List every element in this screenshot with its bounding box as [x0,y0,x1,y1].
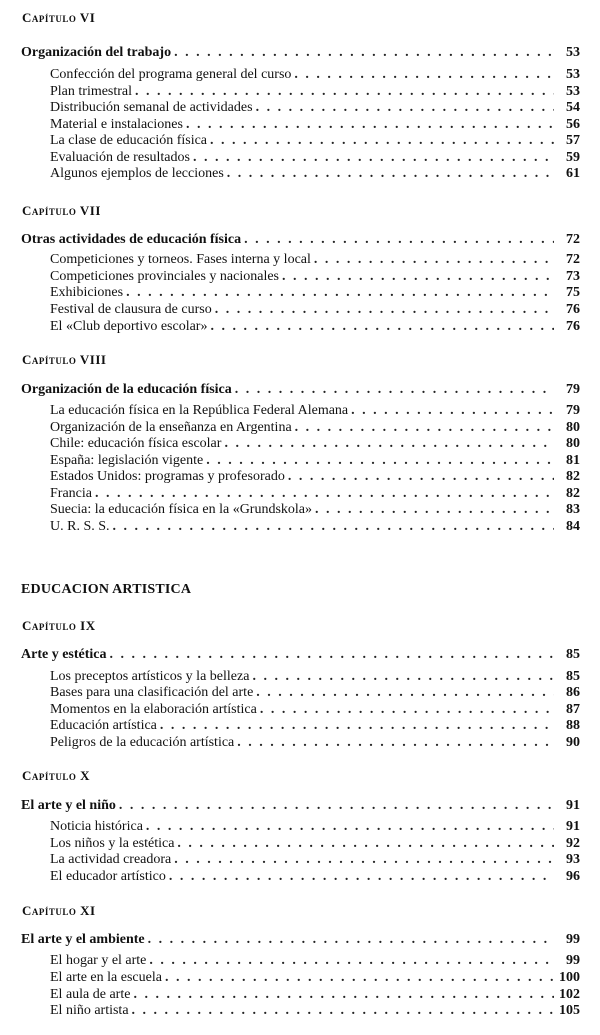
page-number: 61 [566,166,580,181]
entry-title: Competiciones provinciales y nacionales [50,269,279,284]
toc-entry-main [21,646,580,663]
dot-leader [169,868,554,885]
entry-title: Competiciones y torneos. Fases interna y local [50,252,311,267]
dot-leader [186,116,554,133]
dot-leader [110,646,554,663]
toc-entry [50,868,580,885]
toc-entry [50,468,580,485]
toc-entry [50,717,580,734]
dot-leader [177,835,554,852]
dot-leader [148,931,554,948]
entry-title: Organización de la educación física [21,382,232,397]
dot-leader [149,952,554,969]
page-number: 87 [566,702,580,717]
dot-leader [235,381,554,398]
chapter-heading-ix: Capítulo IX [22,618,96,633]
page-number: 75 [566,285,580,300]
chapter-heading-viii: Capítulo VIII [22,352,107,367]
dot-leader [294,66,554,83]
dot-leader [206,452,554,469]
toc-entry [50,485,580,502]
toc-entry [50,99,580,116]
toc-entry [50,149,580,166]
entry-title: Otras actividades de educación física [21,232,242,247]
dot-leader [314,251,554,268]
dot-leader [146,818,554,835]
page-number: 92 [566,836,580,851]
dot-leader [210,132,554,149]
dot-leader [135,83,554,100]
page-number: 56 [566,117,580,132]
entry-title: Educación artística [50,718,157,733]
dot-leader [256,99,554,116]
dot-leader [174,851,554,868]
toc-entry [50,318,580,335]
page-number: 88 [566,718,580,733]
dot-leader [282,268,554,285]
toc-entry [50,435,580,452]
toc-entry [50,66,580,83]
dot-leader [295,419,554,436]
toc-entry [50,268,580,285]
entry-title: Arte y estética [21,647,107,662]
dot-leader [193,149,554,166]
entry-title: Material e instalaciones [50,117,183,132]
dot-leader [260,701,554,718]
entry-title: Chile: educación física escolar [50,436,222,451]
entry-title: El niño artista [50,1003,129,1018]
page-number: 91 [566,798,580,813]
entry-title: El educador artístico [50,869,166,884]
entry-title: Peligros de la educación artística [50,735,235,750]
page-number: 82 [566,469,580,484]
toc-entry [50,701,580,718]
entry-title: Noticia histórica [50,819,143,834]
page-number: 83 [566,502,580,517]
page-number: 99 [566,953,580,968]
dot-leader [160,717,554,734]
entry-title: La clase de educación física [50,133,208,148]
chapter-heading-vi: Capítulo VI [22,10,96,25]
toc-entry-main [21,231,580,248]
toc-entry [50,851,580,868]
dot-leader [132,1002,554,1019]
entry-title: Organización del trabajo [21,45,172,60]
dot-leader [351,402,554,419]
toc-entry-main [21,931,580,948]
dot-leader [227,165,554,182]
toc-entry [50,835,580,852]
entry-title: La actividad creadora [50,852,172,867]
entry-title: Suecia: la educación física en la «Grundskola» [50,502,313,517]
entry-title: Bases para una clasificación del arte [50,685,254,700]
chapter-heading-vii: Capítulo VII [22,203,101,218]
dot-leader [244,231,554,248]
entry-title: Plan trimestral [50,84,133,99]
dot-leader [113,518,554,535]
toc-entry [50,969,580,986]
page-number: 102 [559,987,580,1002]
page-number: 82 [566,486,580,501]
entry-title: Algunos ejemplos de lecciones [50,166,224,181]
page-number: 85 [566,647,580,662]
page-number: 80 [566,420,580,435]
entry-title: Distribución semanal de actividades [50,100,253,115]
entry-title: Evaluación de resultados [50,150,190,165]
toc-entry [50,986,580,1003]
page-number: 100 [559,970,580,985]
page-number: 76 [566,319,580,334]
entry-title: El arte y el niño [21,798,116,813]
page-number: 84 [566,519,580,534]
chapter-heading-x: Capítulo X [22,768,91,783]
page-number: 54 [566,100,580,115]
toc-entry [50,116,580,133]
dot-leader [237,734,554,751]
toc-entry [50,1002,580,1019]
entry-title: Festival de clausura de curso [50,302,212,317]
page-number: 53 [566,67,580,82]
toc-entry [50,301,580,318]
entry-title: El aula de arte [50,987,131,1002]
entry-title: Organización de la enseñanza en Argentina [50,420,292,435]
toc-entry [50,518,580,535]
toc-entry [50,818,580,835]
entry-title: Momentos en la elaboración artística [50,702,257,717]
page-number: 93 [566,852,580,867]
entry-title: Estados Unidos: programas y profesorado [50,469,285,484]
dot-leader [315,501,554,518]
toc-entry [50,165,580,182]
entry-title: La educación física en la República Federal Alemana [50,403,349,418]
toc-entry [50,452,580,469]
page-number: 96 [566,869,580,884]
entry-title: El arte y el ambiente [21,932,145,947]
entry-title: España: legislación vigente [50,453,204,468]
page-number: 59 [566,150,580,165]
toc-entry [50,402,580,419]
toc-entry [50,501,580,518]
page-number: 53 [566,84,580,99]
toc-entry-main [21,797,580,814]
dot-leader [165,969,554,986]
entry-title: U. R. S. S. [50,519,110,534]
toc-entry [50,284,580,301]
dot-leader [133,986,554,1003]
toc-entry-main [21,381,580,398]
entry-title: Francia [50,486,92,501]
dot-leader [288,468,554,485]
chapter-heading-xi: Capítulo XI [22,903,96,918]
page-number: 79 [566,382,580,397]
page-number: 72 [566,252,580,267]
page-number: 91 [566,819,580,834]
page-number: 53 [566,45,580,60]
section-title: EDUCACION ARTISTICA [21,582,192,597]
page-number: 85 [566,669,580,684]
dot-leader [215,301,554,318]
entry-title: Los preceptos artísticos y la belleza [50,669,250,684]
entry-title: Confección del programa general del curso [50,67,292,82]
toc-entry [50,132,580,149]
toc-entry [50,734,580,751]
toc-entry-main [21,44,580,61]
page-number: 81 [566,453,580,468]
entry-title: El «Club deportivo escolar» [50,319,208,334]
entry-title: Exhibiciones [50,285,124,300]
toc-entry [50,952,580,969]
page-number: 72 [566,232,580,247]
toc-entry [50,251,580,268]
dot-leader [126,284,554,301]
toc-entry [50,83,580,100]
toc-entry [50,668,580,685]
page-number: 79 [566,403,580,418]
page-number: 73 [566,269,580,284]
page-number: 90 [566,735,580,750]
page-number: 86 [566,685,580,700]
page-number: 105 [559,1003,580,1018]
entry-title: El arte en la escuela [50,970,162,985]
page-number: 99 [566,932,580,947]
toc-entry [50,419,580,436]
page-number: 57 [566,133,580,148]
toc-entry [50,684,580,701]
dot-leader [252,668,554,685]
dot-leader [256,684,554,701]
dot-leader [95,485,554,502]
dot-leader [174,44,554,61]
dot-leader [224,435,554,452]
page-number: 76 [566,302,580,317]
entry-title: Los niños y la estética [50,836,175,851]
dot-leader [210,318,554,335]
dot-leader [119,797,554,814]
page-number: 80 [566,436,580,451]
entry-title: El hogar y el arte [50,953,147,968]
